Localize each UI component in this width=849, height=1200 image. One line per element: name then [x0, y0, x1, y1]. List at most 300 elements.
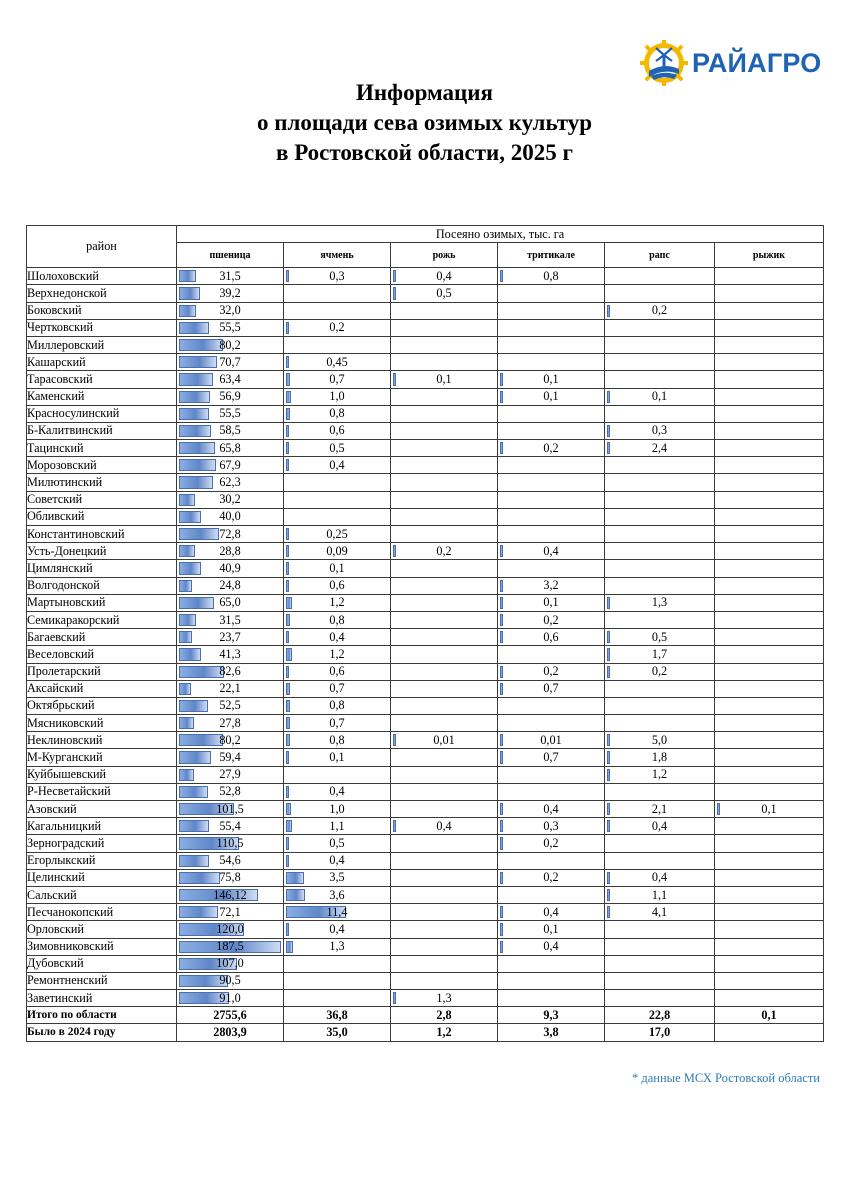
area-cell — [605, 801, 715, 818]
area-cell — [498, 319, 605, 336]
area-cell — [498, 886, 605, 903]
area-cell — [177, 680, 284, 697]
area-cell — [498, 354, 605, 371]
data-bar — [500, 631, 503, 643]
data-bar — [286, 803, 291, 815]
area-cell — [498, 388, 605, 405]
area-cell — [391, 835, 498, 852]
area-value: 0,8 — [329, 732, 345, 747]
region-name: Зерноградский — [27, 835, 177, 852]
region-name: Шолоховский — [27, 268, 177, 285]
area-cell — [391, 302, 498, 319]
area-cell — [391, 508, 498, 525]
area-value: 0,5 — [329, 440, 345, 455]
area-cell — [177, 611, 284, 628]
crop-header: рыжик — [715, 243, 824, 268]
area-cell — [177, 715, 284, 732]
region-name: Ремонтненский — [27, 972, 177, 989]
area-cell — [284, 491, 391, 508]
crop-header: рапс — [605, 243, 715, 268]
area-cell — [177, 749, 284, 766]
area-value: 0,3 — [651, 423, 668, 438]
area-value: 72,1 — [219, 904, 241, 919]
area-cell — [284, 697, 391, 714]
area-cell — [605, 629, 715, 646]
area-cell — [605, 302, 715, 319]
area-cell — [177, 835, 284, 852]
area-cell — [177, 388, 284, 405]
area-cell — [177, 491, 284, 508]
data-bar — [179, 373, 213, 385]
area-cell — [284, 921, 391, 938]
total-value: 17,0 — [605, 1024, 715, 1041]
data-bar — [179, 906, 218, 918]
area-cell — [177, 732, 284, 749]
area-cell — [715, 526, 824, 543]
region-name: Боковский — [27, 302, 177, 319]
area-value: 0,4 — [329, 853, 345, 868]
area-value: 0,6 — [329, 664, 345, 679]
table-row — [27, 336, 824, 353]
area-cell — [715, 371, 824, 388]
area-cell — [715, 354, 824, 371]
data-bar — [500, 270, 503, 282]
data-bar — [500, 683, 503, 695]
area-cell — [498, 508, 605, 525]
data-bar — [179, 305, 196, 317]
area-cell — [498, 646, 605, 663]
area-cell — [715, 646, 824, 663]
data-bar — [179, 528, 219, 540]
area-cell — [177, 285, 284, 302]
data-bar — [286, 391, 291, 403]
area-cell — [715, 268, 824, 285]
area-cell — [605, 818, 715, 835]
data-bar — [500, 820, 503, 832]
area-value: 0,1 — [436, 371, 452, 386]
area-cell — [498, 629, 605, 646]
area-cell — [284, 749, 391, 766]
data-bar — [179, 648, 201, 660]
data-bar — [500, 373, 503, 385]
table-row — [27, 886, 824, 903]
area-cell — [498, 594, 605, 611]
area-cell — [391, 543, 498, 560]
area-cell — [177, 921, 284, 938]
table-row — [27, 457, 824, 474]
region-name: Азовский — [27, 801, 177, 818]
data-bar — [500, 751, 503, 763]
area-cell — [605, 732, 715, 749]
data-bar — [179, 287, 200, 299]
area-value: 55,4 — [219, 818, 241, 833]
area-cell — [391, 697, 498, 714]
area-cell — [391, 440, 498, 457]
region-name: Октябрьский — [27, 697, 177, 714]
total-value: 2755,6 — [177, 1007, 284, 1024]
area-cell — [391, 990, 498, 1007]
data-bar — [393, 820, 396, 832]
area-cell — [391, 371, 498, 388]
area-value: 0,6 — [543, 629, 559, 644]
area-cell — [284, 594, 391, 611]
total-value: 36,8 — [284, 1007, 391, 1024]
area-cell — [715, 319, 824, 336]
area-value: 1,8 — [651, 750, 668, 765]
area-cell — [715, 972, 824, 989]
region-name: Тацинский — [27, 440, 177, 457]
data-bar — [179, 356, 217, 368]
area-value: 24,8 — [219, 578, 241, 593]
data-bar — [286, 872, 304, 884]
area-cell — [284, 354, 391, 371]
data-bar — [179, 545, 195, 557]
area-cell — [715, 474, 824, 491]
area-value: 90,5 — [219, 973, 241, 988]
area-value: 91,0 — [219, 990, 241, 1005]
area-cell — [177, 354, 284, 371]
area-cell — [177, 869, 284, 886]
area-value: 0,2 — [543, 664, 559, 679]
area-value: 0,4 — [543, 543, 559, 558]
area-cell — [715, 457, 824, 474]
area-cell — [605, 749, 715, 766]
area-cell — [605, 955, 715, 972]
area-cell — [391, 594, 498, 611]
area-cell — [391, 629, 498, 646]
area-value: 0,4 — [543, 801, 559, 816]
area-cell — [391, 955, 498, 972]
table-row — [27, 611, 824, 628]
table-row — [27, 268, 824, 285]
table-row — [27, 835, 824, 852]
area-value: 55,5 — [219, 320, 241, 335]
area-cell — [391, 560, 498, 577]
area-cell — [715, 904, 824, 921]
area-value: 0,4 — [651, 870, 668, 885]
area-cell — [284, 766, 391, 783]
area-value: 0,4 — [329, 457, 345, 472]
area-cell — [715, 852, 824, 869]
area-cell — [284, 646, 391, 663]
area-cell — [605, 921, 715, 938]
area-cell — [284, 835, 391, 852]
table-row — [27, 508, 824, 525]
data-bar — [179, 339, 223, 351]
data-bar — [607, 734, 610, 746]
area-value: 40,0 — [219, 509, 241, 524]
data-bar — [607, 751, 610, 763]
region-name: Чертковский — [27, 319, 177, 336]
area-cell — [498, 268, 605, 285]
area-cell — [391, 680, 498, 697]
data-bar — [179, 631, 192, 643]
data-bar — [179, 270, 196, 282]
area-cell — [284, 319, 391, 336]
area-cell — [498, 457, 605, 474]
area-value: 101,5 — [216, 801, 244, 816]
area-value: 0,2 — [543, 612, 559, 627]
area-value: 110,5 — [216, 835, 244, 850]
area-value: 11,4 — [326, 904, 348, 919]
area-cell — [177, 938, 284, 955]
data-bar — [393, 373, 396, 385]
area-cell — [605, 990, 715, 1007]
area-cell — [391, 886, 498, 903]
area-cell — [391, 526, 498, 543]
region-name: Константиновский — [27, 526, 177, 543]
data-bar — [607, 889, 610, 901]
area-cell — [391, 938, 498, 955]
area-cell — [605, 852, 715, 869]
table-row — [27, 405, 824, 422]
area-cell — [177, 371, 284, 388]
area-cell — [284, 715, 391, 732]
area-value: 0,8 — [329, 698, 345, 713]
data-bar — [179, 683, 191, 695]
area-cell — [498, 560, 605, 577]
area-value: 27,9 — [219, 767, 241, 782]
table-row — [27, 543, 824, 560]
area-value: 56,9 — [219, 389, 241, 404]
data-bar — [179, 597, 214, 609]
area-cell — [605, 319, 715, 336]
area-value: 65,0 — [219, 595, 241, 610]
area-value: 1,3 — [651, 595, 668, 610]
area-value: 0,3 — [329, 268, 345, 283]
area-value: 0,2 — [651, 303, 668, 318]
area-value: 0,4 — [543, 904, 559, 919]
area-cell — [177, 801, 284, 818]
area-cell — [177, 646, 284, 663]
data-bar — [500, 580, 503, 592]
area-cell — [391, 336, 498, 353]
area-cell — [605, 560, 715, 577]
data-bar — [500, 906, 503, 918]
area-cell — [177, 560, 284, 577]
area-cell — [391, 749, 498, 766]
data-bar — [286, 631, 289, 643]
area-value: 1,3 — [436, 990, 452, 1005]
area-cell — [605, 680, 715, 697]
area-cell — [605, 422, 715, 439]
data-bar — [607, 769, 610, 781]
area-value: 4,1 — [651, 904, 668, 919]
data-bar — [500, 803, 503, 815]
area-cell — [498, 302, 605, 319]
data-bar — [500, 614, 503, 626]
area-cell — [715, 766, 824, 783]
table-row — [27, 715, 824, 732]
area-cell — [605, 543, 715, 560]
data-bar — [607, 305, 610, 317]
table-row — [27, 474, 824, 491]
area-cell — [605, 526, 715, 543]
region-name: Каменский — [27, 388, 177, 405]
data-bar — [286, 855, 289, 867]
area-cell — [177, 577, 284, 594]
area-cell — [177, 457, 284, 474]
area-cell — [605, 388, 715, 405]
area-value: 80,2 — [219, 337, 241, 352]
area-cell — [391, 457, 498, 474]
title-line-3: в Ростовской области, 2025 г — [276, 140, 573, 165]
region-name: Неклиновский — [27, 732, 177, 749]
area-cell — [715, 577, 824, 594]
area-cell — [715, 388, 824, 405]
table-row — [27, 938, 824, 955]
data-bar — [393, 270, 396, 282]
area-cell — [391, 405, 498, 422]
data-bar — [607, 648, 610, 660]
area-cell — [498, 336, 605, 353]
total-row — [27, 1007, 824, 1024]
data-bar — [393, 734, 396, 746]
area-cell — [177, 990, 284, 1007]
area-cell — [284, 388, 391, 405]
area-value: 0,7 — [543, 681, 559, 696]
data-bar — [286, 786, 289, 798]
data-bar — [179, 459, 216, 471]
data-bar — [286, 683, 290, 695]
area-value: 0,09 — [326, 543, 348, 558]
area-cell — [391, 852, 498, 869]
data-bar — [607, 631, 610, 643]
area-cell — [715, 611, 824, 628]
area-cell — [715, 285, 824, 302]
table-row — [27, 319, 824, 336]
area-cell — [498, 491, 605, 508]
area-cell — [284, 336, 391, 353]
area-value: 0,4 — [543, 939, 559, 954]
area-value: 0,5 — [329, 835, 345, 850]
area-cell — [391, 921, 498, 938]
area-cell — [605, 354, 715, 371]
area-cell — [177, 766, 284, 783]
area-value: 70,7 — [219, 354, 241, 369]
data-bar — [393, 287, 396, 299]
total-value: 0,1 — [715, 1007, 824, 1024]
area-value: 0,7 — [329, 715, 345, 730]
table-row — [27, 646, 824, 663]
area-value: 120,0 — [216, 921, 244, 936]
total-value: 2803,9 — [177, 1024, 284, 1041]
area-cell — [605, 474, 715, 491]
data-bar — [500, 442, 503, 454]
data-bar — [179, 476, 213, 488]
area-value: 3,2 — [543, 578, 559, 593]
region-name: Морозовский — [27, 457, 177, 474]
area-cell — [284, 285, 391, 302]
total-label: Итого по области — [27, 1007, 177, 1024]
area-cell — [715, 921, 824, 938]
area-cell — [284, 955, 391, 972]
area-cell — [284, 560, 391, 577]
data-bar — [393, 992, 396, 1004]
data-bar — [179, 717, 194, 729]
table-row — [27, 921, 824, 938]
area-cell — [284, 302, 391, 319]
table-row — [27, 732, 824, 749]
area-value: 0,4 — [329, 921, 345, 936]
area-value: 23,7 — [219, 629, 241, 644]
area-value: 30,2 — [219, 492, 241, 507]
area-cell — [391, 663, 498, 680]
area-cell — [177, 302, 284, 319]
area-value: 0,2 — [543, 440, 559, 455]
data-bar — [179, 666, 224, 678]
area-value: 0,5 — [436, 285, 452, 300]
area-value: 31,5 — [219, 612, 241, 627]
area-value: 0,5 — [651, 629, 668, 644]
area-value: 52,5 — [219, 698, 241, 713]
region-name: Куйбышевский — [27, 766, 177, 783]
area-cell — [498, 285, 605, 302]
data-bar — [500, 941, 503, 953]
data-bar — [500, 734, 503, 746]
area-value: 0,7 — [329, 371, 345, 386]
data-bar — [179, 872, 220, 884]
area-cell — [284, 886, 391, 903]
area-cell — [605, 268, 715, 285]
area-cell — [715, 715, 824, 732]
data-bar — [286, 459, 289, 471]
region-name: Б-Калитвинский — [27, 422, 177, 439]
area-cell — [605, 783, 715, 800]
area-value: 72,8 — [219, 526, 241, 541]
area-cell — [498, 801, 605, 818]
area-cell — [284, 852, 391, 869]
data-bar — [179, 820, 209, 832]
region-name: Зимовниковский — [27, 938, 177, 955]
area-cell — [177, 440, 284, 457]
table-row — [27, 302, 824, 319]
region-name: Красносулинский — [27, 405, 177, 422]
table-row — [27, 526, 824, 543]
area-cell — [391, 611, 498, 628]
area-value: 31,5 — [219, 268, 241, 283]
table-row — [27, 852, 824, 869]
area-cell — [391, 715, 498, 732]
area-value: 146,12 — [213, 887, 247, 902]
area-value: 22,1 — [219, 681, 241, 696]
region-name: Семикаракорский — [27, 611, 177, 628]
area-value: 1,1 — [329, 818, 345, 833]
data-bar — [286, 562, 289, 574]
area-cell — [177, 422, 284, 439]
total-value: 35,0 — [284, 1024, 391, 1041]
region-name: Р-Несветайский — [27, 783, 177, 800]
area-cell — [498, 972, 605, 989]
area-value: 52,8 — [219, 784, 241, 799]
area-cell — [391, 285, 498, 302]
area-cell — [284, 938, 391, 955]
data-bar — [286, 648, 292, 660]
area-value: 0,45 — [326, 354, 348, 369]
data-bar — [500, 872, 503, 884]
area-cell — [605, 972, 715, 989]
area-cell — [391, 474, 498, 491]
area-cell — [498, 835, 605, 852]
region-name: Орловский — [27, 921, 177, 938]
region-name: Целинский — [27, 869, 177, 886]
region-name: Мясниковский — [27, 715, 177, 732]
data-bar — [286, 923, 289, 935]
area-cell — [391, 801, 498, 818]
area-value: 0,4 — [436, 818, 452, 833]
table-row — [27, 440, 824, 457]
data-bar — [286, 580, 289, 592]
